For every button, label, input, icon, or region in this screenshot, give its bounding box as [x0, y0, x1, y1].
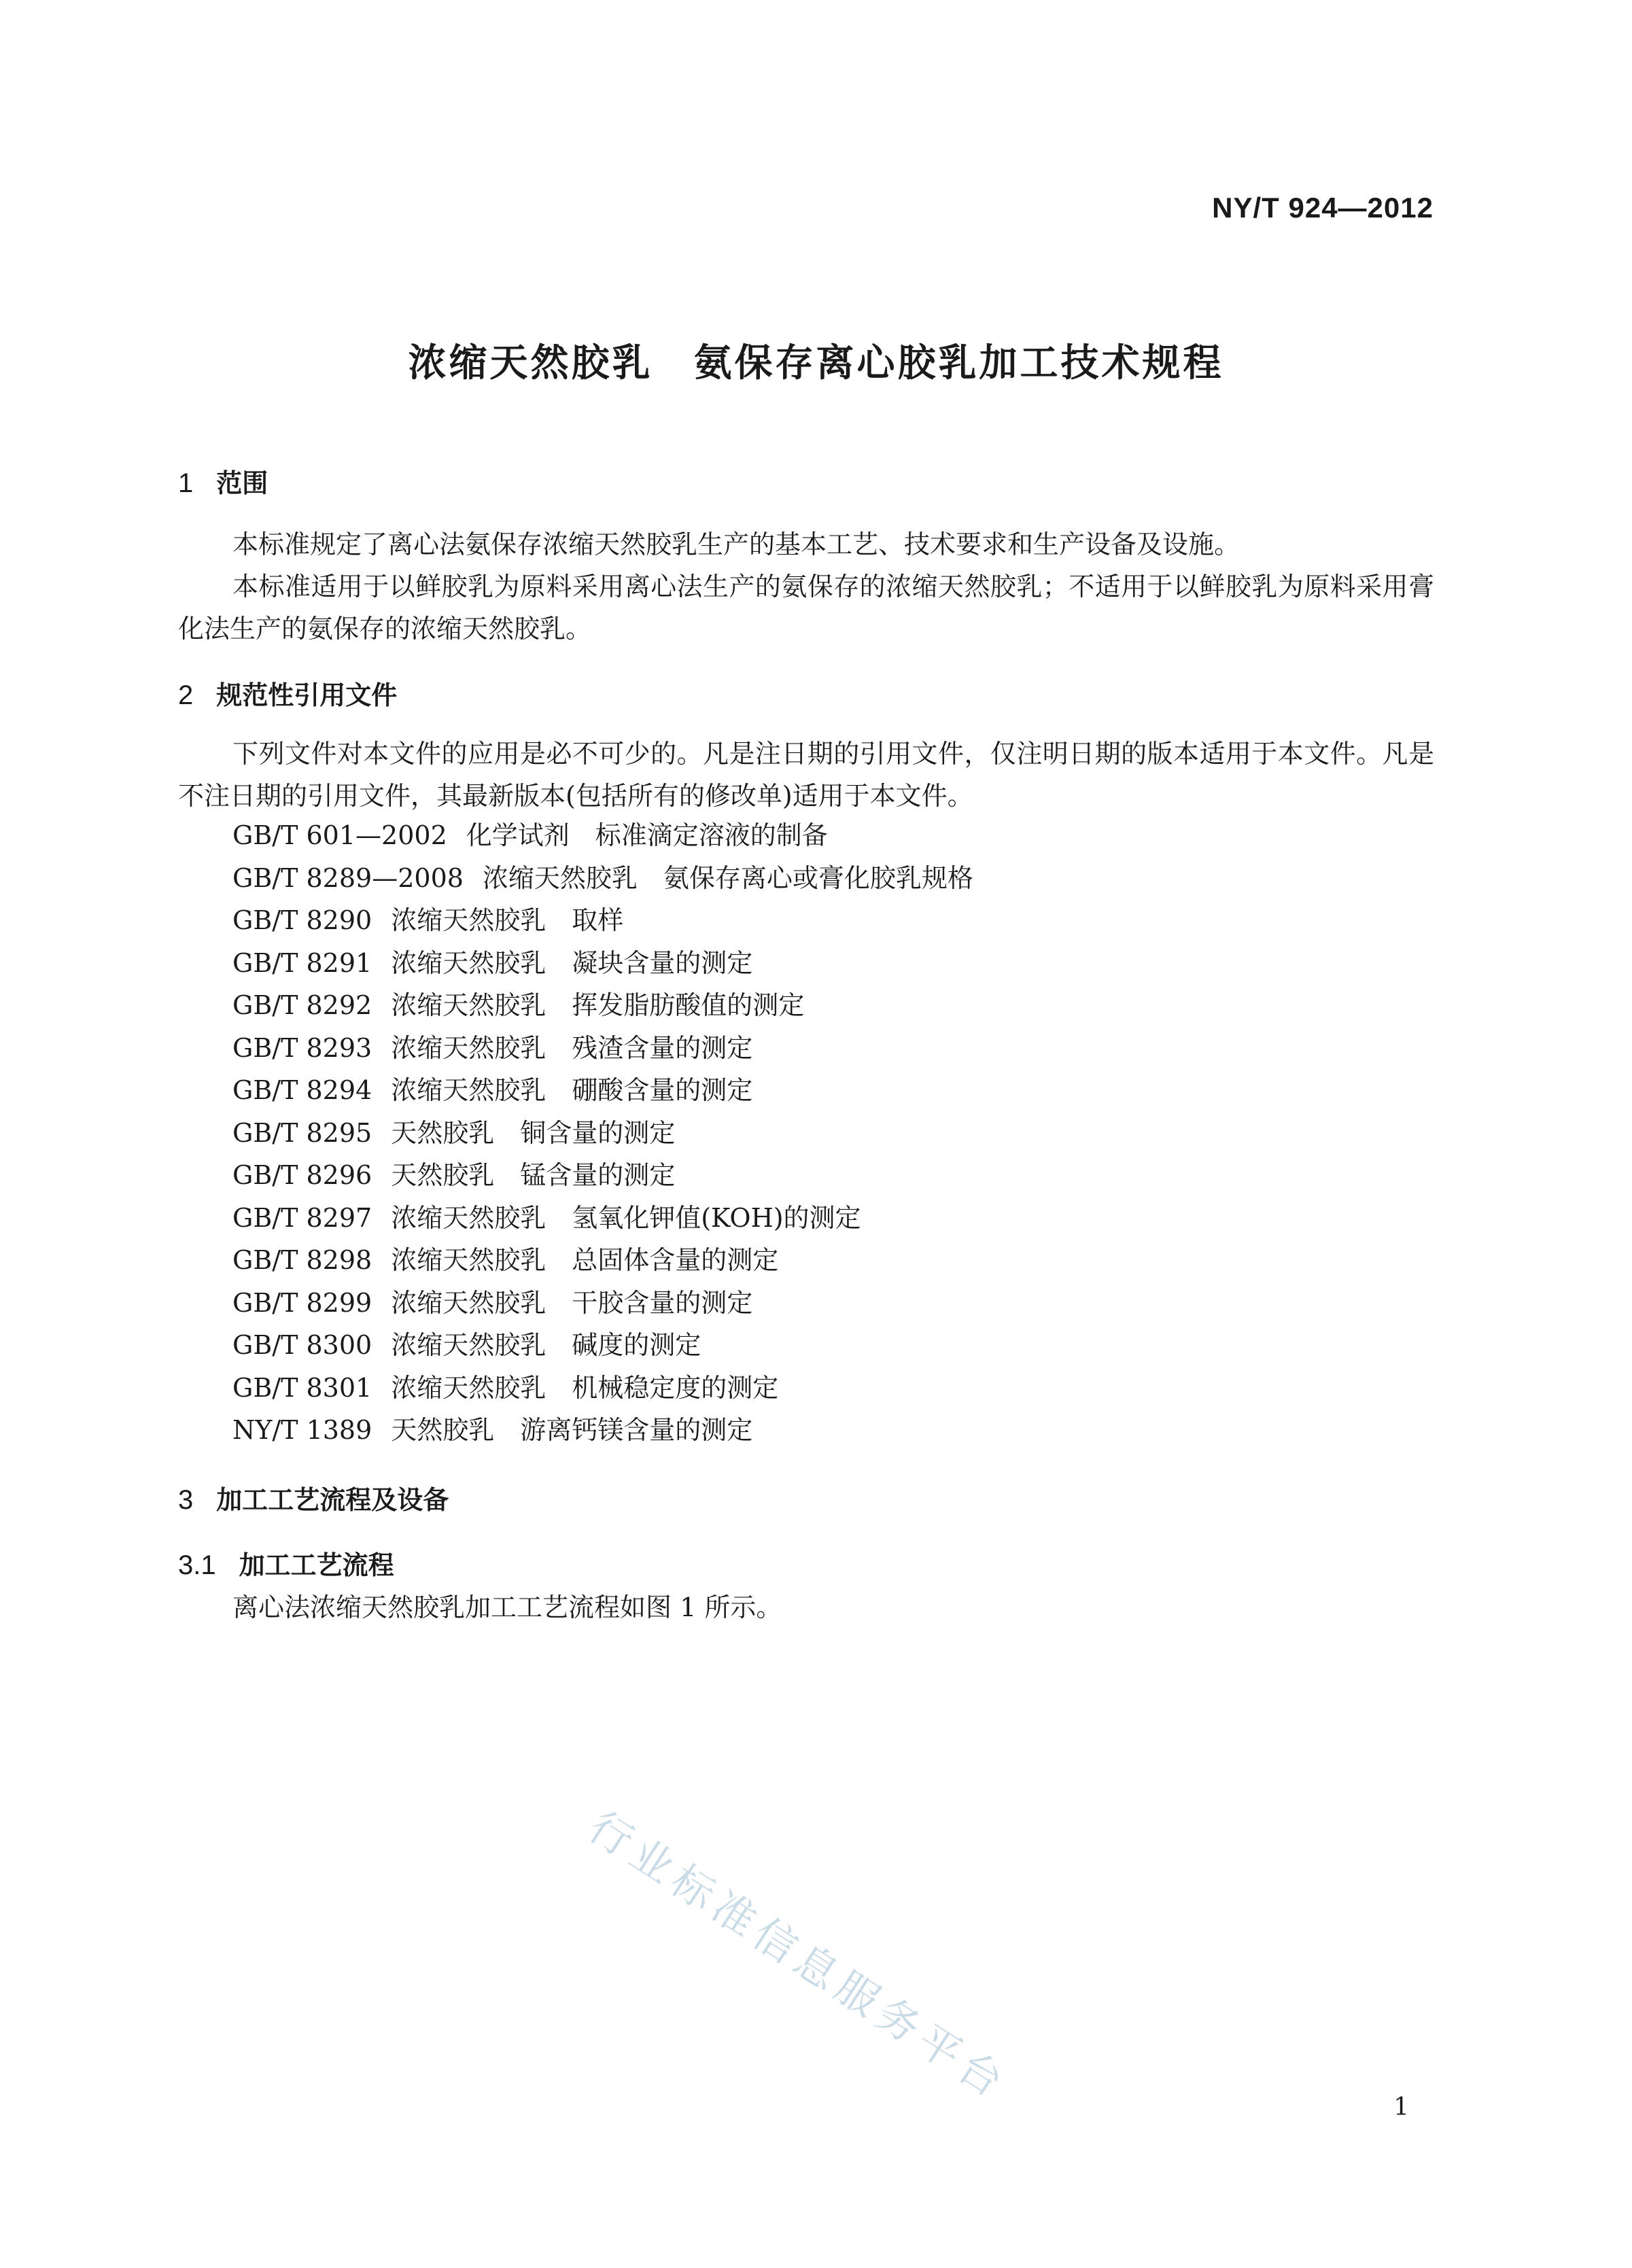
- reference-title: 浓缩天然胶乳 碱度的测定: [391, 1330, 701, 1360]
- reference-code: GB/T 8297: [232, 1202, 372, 1233]
- reference-code: GB/T 8294: [232, 1075, 372, 1105]
- reference-title: 浓缩天然胶乳 氨保存离心或膏化胶乳规格: [482, 862, 973, 893]
- reference-item: [232, 1324, 973, 1367]
- reference-code: GB/T 8298: [232, 1245, 372, 1275]
- reference-title: 天然胶乳 锰含量的测定: [391, 1160, 676, 1190]
- reference-item: [232, 1112, 973, 1155]
- reference-title: 浓缩天然胶乳 氢氧化钾值(KOH)的测定: [391, 1202, 861, 1233]
- reference-item: [232, 1069, 973, 1112]
- section-2-heading: [178, 674, 397, 712]
- reference-item: [232, 1367, 973, 1410]
- section-title: 加工工艺流程及设备: [216, 1485, 449, 1515]
- reference-code: GB/T 8296: [232, 1160, 372, 1190]
- reference-code: GB/T 8291: [232, 947, 372, 978]
- reference-item: [232, 899, 973, 942]
- reference-item: [232, 814, 973, 857]
- standard-code: NY/T 924—2012: [1212, 192, 1434, 224]
- section-1-paragraph-2: 本标准适用于以鲜胶乳为原料采用离心法生产的氨保存的浓缩天然胶乳；不适用于以鲜胶乳为原料采用膏化法生产的氨保存的浓缩天然胶乳。: [178, 572, 1434, 644]
- reference-code: NY/T 1389: [232, 1415, 372, 1445]
- section-3-1-text: 离心法浓缩天然胶乳加工工艺流程如图 1 所示。: [232, 1592, 782, 1622]
- section-number: 3.1: [178, 1550, 216, 1580]
- reference-item: [232, 984, 973, 1027]
- watermark: 行业标准信息服务平台: [580, 1801, 1018, 2110]
- section-title: 加工工艺流程: [239, 1550, 394, 1580]
- section-1-paragraph-1: 本标准规定了离心法氨保存浓缩天然胶乳生产的基本工艺、技术要求和生产设备及设施。: [232, 529, 1240, 559]
- reference-code: GB/T 8301: [232, 1372, 372, 1403]
- reference-title: 天然胶乳 游离钙镁含量的测定: [391, 1415, 753, 1445]
- reference-title: 浓缩天然胶乳 硼酸含量的测定: [391, 1075, 753, 1105]
- reference-code: GB/T 8299: [232, 1287, 372, 1318]
- normative-references-list: [232, 814, 973, 1452]
- section-number: 3: [178, 1485, 194, 1515]
- section-3-heading: [178, 1479, 449, 1516]
- reference-code: GB/T 601—2002: [232, 820, 447, 850]
- reference-code: GB/T 8292: [232, 990, 372, 1020]
- section-1-heading: [178, 462, 268, 500]
- reference-title: 浓缩天然胶乳 凝块含量的测定: [391, 947, 753, 978]
- reference-code: GB/T 8293: [232, 1032, 372, 1063]
- reference-title: 天然胶乳 铜含量的测定: [391, 1117, 676, 1148]
- reference-code: GB/T 8295: [232, 1117, 372, 1148]
- section-number: 1: [178, 468, 194, 498]
- page-number: 1: [1393, 2093, 1409, 2121]
- reference-item: [232, 942, 973, 985]
- reference-item: [232, 1027, 973, 1070]
- reference-item: [232, 1282, 973, 1325]
- reference-code: GB/T 8290: [232, 905, 372, 935]
- document-title: 浓缩天然胶乳 氨保存离心胶乳加工技术规程: [408, 341, 1224, 385]
- reference-title: 浓缩天然胶乳 挥发脂肪酸值的测定: [391, 990, 805, 1020]
- reference-item: [232, 857, 973, 900]
- reference-title: 浓缩天然胶乳 干胶含量的测定: [391, 1287, 753, 1318]
- reference-title: 浓缩天然胶乳 取样: [391, 905, 624, 935]
- reference-title: 浓缩天然胶乳 残渣含量的测定: [391, 1032, 753, 1063]
- reference-item: [232, 1197, 973, 1240]
- reference-item: [232, 1409, 973, 1452]
- reference-title: 化学试剂 标准滴定溶液的制备: [466, 820, 828, 850]
- section-title: 规范性引用文件: [216, 680, 398, 710]
- section-3-1-heading: [178, 1544, 394, 1582]
- reference-title: 浓缩天然胶乳 总固体含量的测定: [391, 1245, 779, 1275]
- reference-code: GB/T 8300: [232, 1330, 372, 1360]
- section-number: 2: [178, 680, 194, 710]
- section-2-intro: 下列文件对本文件的应用是必不可少的。凡是注日期的引用文件，仅注明日期的版本适用于本文件。凡是不注日期的引用文件，其最新版本(包括所有的修改单)适用于本文件。: [178, 739, 1434, 811]
- section-title: 范围: [216, 468, 268, 498]
- reference-title: 浓缩天然胶乳 机械稳定度的测定: [391, 1372, 779, 1403]
- reference-item: [232, 1239, 973, 1282]
- reference-item: [232, 1154, 973, 1197]
- reference-code: GB/T 8289—2008: [232, 862, 464, 893]
